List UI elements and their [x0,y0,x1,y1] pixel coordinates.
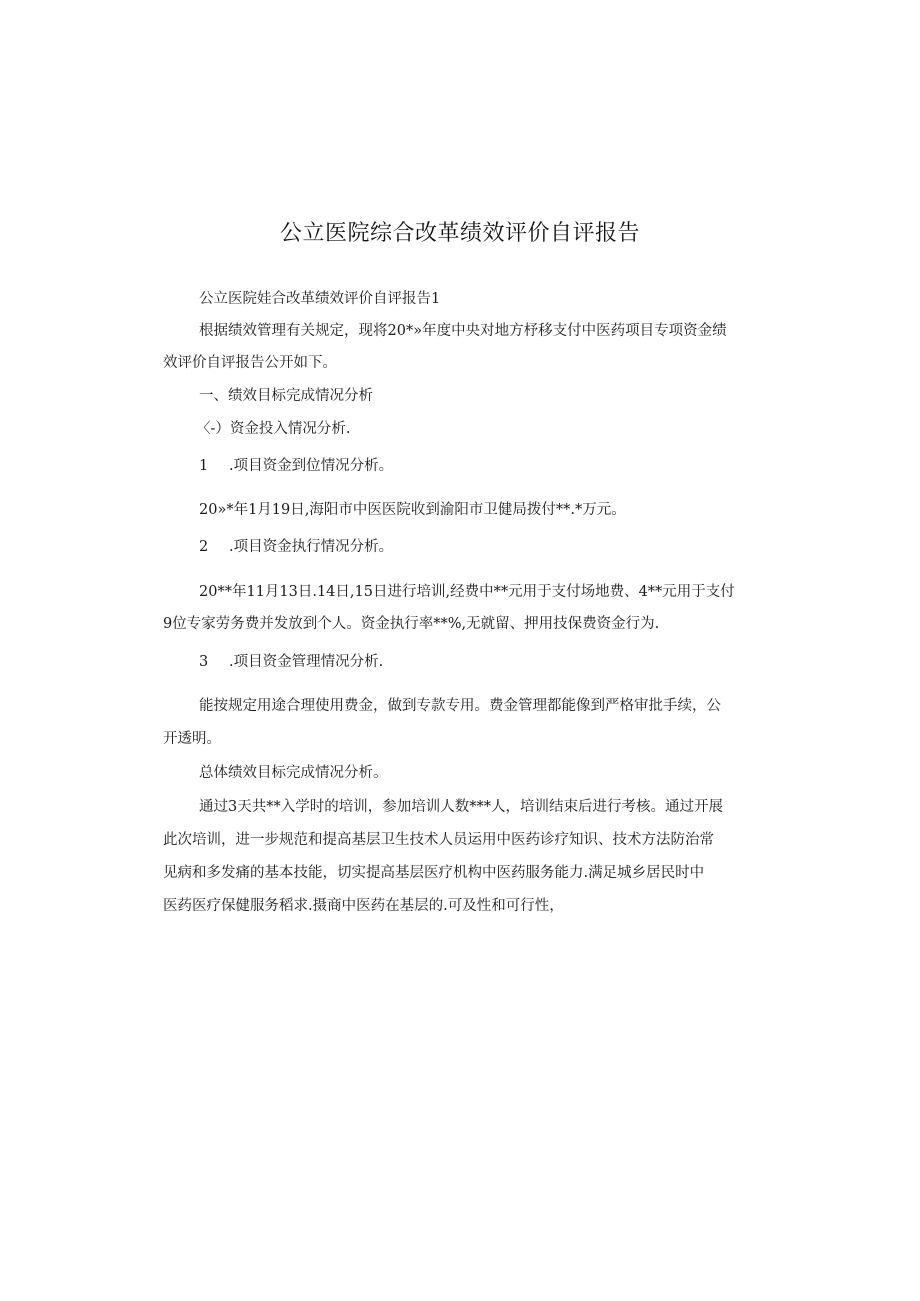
item-2-number: 2 [199,539,209,555]
item-3-body-line-2: 开透明。 [163,731,221,747]
item-3-heading-text: .项目资金管理情况分析. [229,654,384,670]
item-3-heading [199,650,383,671]
overall-line-4: 医药医疗保健服务稻求.摄商中医药在基层的.可及性和可行性， [163,898,564,914]
section-heading: 一、绩效目标完成情况分析 [199,388,373,404]
item-2-heading-text: .项目资金执行情况分析。 [229,539,394,555]
item-3-body-line-1: 能按规定用途合理使用费金，做到专款专用。费金管理都能像到严格审批手续，公 [199,698,721,714]
document-subtitle: 公立医院娃合改革绩效评价自评报告1 [199,291,441,307]
item-2-body-line-2: 9位专家劳务费并发放到个人。资金执行率**%,无就留、押用技保费资金行为. [163,616,660,632]
intro-line-2: 效评价自评报告公开如下。 [163,355,337,371]
item-1-heading-text: .项目资金到位情况分析。 [229,458,394,474]
intro-line-1: 根据绩效管理有关规定，现将20*»年度中央对地方杼移支付中医药项目专项资金绩 [199,323,727,339]
item-2-body-line-1: 20**年11月13日.14日,15日进行培训,经费中**元用于支付场地费、4**元用于支付 [199,584,735,600]
overall-line-1: 通过3天共**入学时的培训，参加培训人数***人，培训结束后进行考核。通过开展 [199,799,723,815]
document-title: 公立医院综合改革绩效评价自评报告 [279,221,640,246]
item-1-body: 20»*年1月19日,海阳市中医医院收到渝阳市卫健局拨付**.*万元。 [199,502,626,518]
item-1-number: 1 [199,458,209,474]
subsection-heading: 〈-）资金投入情况分析. [196,421,351,437]
item-3-number: 3 [199,654,209,670]
overall-line-3: 见病和多发痛的基本技能，切实提高基层医疗机构中医药服务能力.满足城乡居民时中 [163,865,705,881]
overall-line-2: 此次培训，进一步规范和提高基层卫生技术人员运用中医药诊疗知识、技术方法防治常 [163,832,714,848]
overall-heading: 总体绩效目标完成情况分析。 [199,765,388,781]
item-2-heading [199,535,393,556]
item-1-heading [199,454,393,475]
